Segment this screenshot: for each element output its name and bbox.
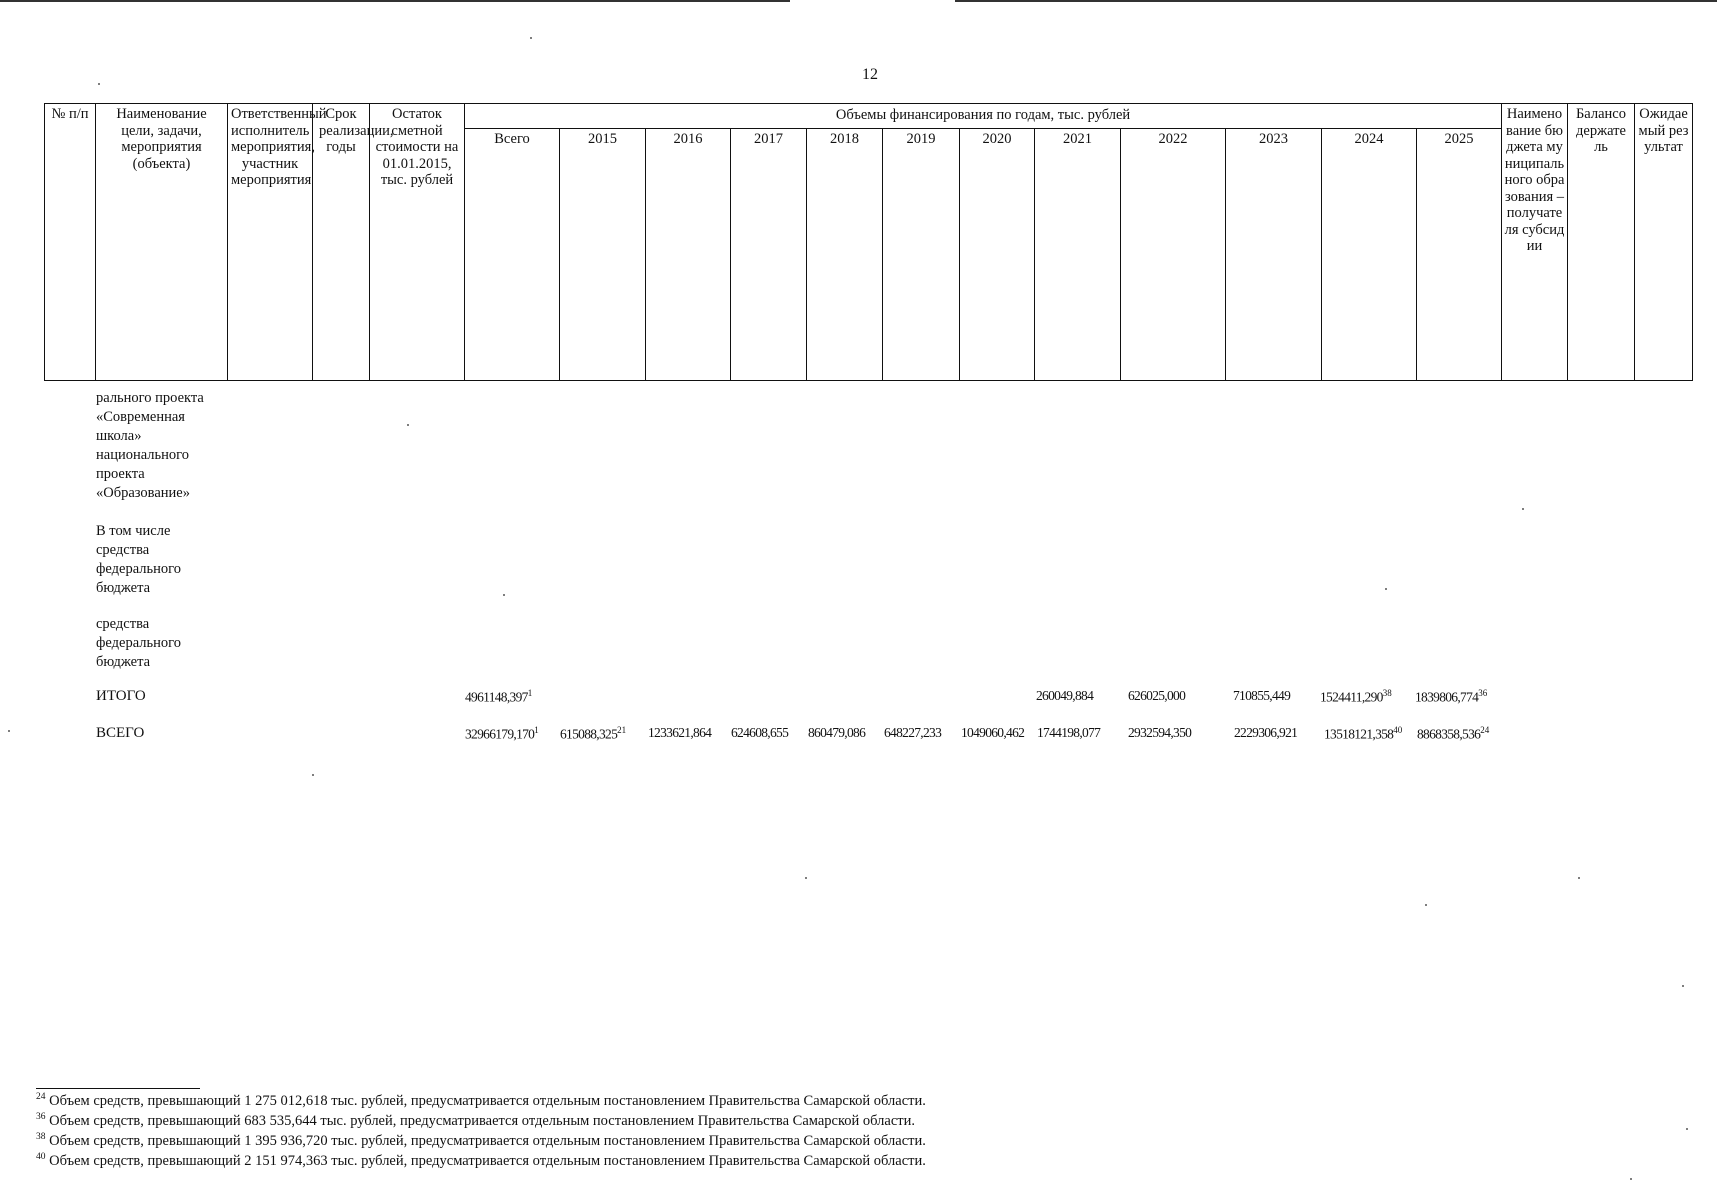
including-federal-label: В том числе средства федерального бюджета <box>96 523 181 596</box>
itogo-2024-value: 1524411,290$^{38}$ <box>1320 688 1392 705</box>
vsego-2023-value: 2229306,921 <box>1234 725 1298 740</box>
header-year-total: Всего <box>464 129 559 381</box>
scan-speck <box>8 730 10 732</box>
scan-speck <box>503 594 505 596</box>
header-col-recipient: Наименование бюджета муниципального образования – получателя субсидии <box>1501 104 1567 380</box>
scan-speck <box>1522 508 1524 510</box>
vsego-2017-value: 624608,655 <box>731 725 789 740</box>
scan-speck <box>805 877 807 879</box>
header-year-2024: 2024 <box>1321 129 1416 381</box>
vsego-2021-value: 1744198,077 <box>1037 725 1101 740</box>
vsego-2020-value: 1049060,462 <box>961 725 1025 740</box>
header-year-2016: 2016 <box>645 129 730 381</box>
footnote-38: $^{38}$ Объем средств, превышающий 1 395 936,720 тыс. рублей, предусматривается отдельным постановлением Правительства Самарской области. <box>36 1132 926 1149</box>
header-year-2015: 2015 <box>559 129 645 381</box>
itogo-label: ИТОГО <box>96 688 146 704</box>
header-year-2017: 2017 <box>730 129 806 381</box>
header-col-executor: Ответственный исполнитель мероприятия, участник мероприятия <box>227 104 312 380</box>
scan-speck <box>98 83 100 85</box>
footnote-36: $^{36}$ Объем средств, превышающий 683 535,644 тыс. рублей, предусматривается отдельным постановлением Правительства Самарской области. <box>36 1112 915 1129</box>
vsego-2015-value: 615088,325$^{21}$ <box>560 725 627 742</box>
scan-edge-line <box>955 0 1717 2</box>
header-col-balance: Остаток сметной стоимости на 01.01.2015, тыс. рублей <box>369 104 464 380</box>
scan-speck <box>1425 904 1427 906</box>
vsego-label: ВСЕГО <box>96 725 145 741</box>
itogo-2021-value: 260049,884 <box>1036 688 1094 703</box>
scan-speck <box>1630 1178 1632 1180</box>
scan-speck <box>407 424 409 426</box>
footnote-24: $^{24}$ Объем средств, превышающий 1 275 012,618 тыс. рублей, предусматривается отдельным постановлением Правительства Самарской области. <box>36 1092 926 1109</box>
header-col-term: Срок реализации, годы <box>312 104 369 380</box>
itogo-2023-value: 710855,449 <box>1233 688 1291 703</box>
federal-budget-label: средства федерального бюджета <box>96 616 181 670</box>
footnote-40: $^{40}$ Объем средств, превышающий 2 151 974,363 тыс. рублей, предусматривается отдельным постановлением Правительства Самарской области. <box>36 1152 926 1169</box>
itogo-2025-value: 1839806,774$^{36}$ <box>1415 688 1488 705</box>
scan-speck <box>1682 985 1684 987</box>
vsego-2022-value: 2932594,350 <box>1128 725 1192 740</box>
header-col-result: Ожидаемый результат <box>1634 104 1692 380</box>
footnote-separator <box>36 1088 200 1089</box>
vsego-2024-value: 13518121,358$^{40}$ <box>1324 725 1403 742</box>
scan-speck <box>1578 877 1580 879</box>
header-financing-group: Объемы финансирования по годам, тыс. рублей <box>464 104 1501 129</box>
header-year-2018: 2018 <box>806 129 882 381</box>
itogo-2022-value: 626025,000 <box>1128 688 1186 703</box>
scan-edge-line <box>0 0 790 2</box>
itogo-total-value: 4961148,397$^1$ <box>465 688 533 705</box>
scan-speck <box>530 37 532 39</box>
header-col-holder: Балансодержатель <box>1567 104 1634 380</box>
scan-speck <box>1385 588 1387 590</box>
vsego-2018-value: 860479,086 <box>808 725 866 740</box>
header-year-2025: 2025 <box>1416 129 1501 381</box>
page-number: 12 <box>862 66 878 83</box>
header-col-no: № п/п <box>51 106 89 122</box>
header-year-2021: 2021 <box>1034 129 1120 381</box>
vsego-2025-value: 8868358,536$^{24}$ <box>1417 725 1490 742</box>
header-year-2022: 2022 <box>1120 129 1225 381</box>
header-year-2020: 2020 <box>959 129 1034 381</box>
header-year-2023: 2023 <box>1225 129 1321 381</box>
vsego-total-value: 32966179,170$^1$ <box>465 725 539 742</box>
header-year-2019: 2019 <box>882 129 959 381</box>
scan-speck <box>1686 1128 1688 1130</box>
vsego-2016-value: 1233621,864 <box>648 725 712 740</box>
table-header <box>44 103 1693 381</box>
vsego-2019-value: 648227,233 <box>884 725 942 740</box>
header-col-name: Наименование цели, задачи, мероприятия (объекта) <box>95 104 227 380</box>
scan-speck <box>312 774 314 776</box>
project-description: рального проекта «Современная школа» национального проекта «Образование» <box>96 390 204 501</box>
